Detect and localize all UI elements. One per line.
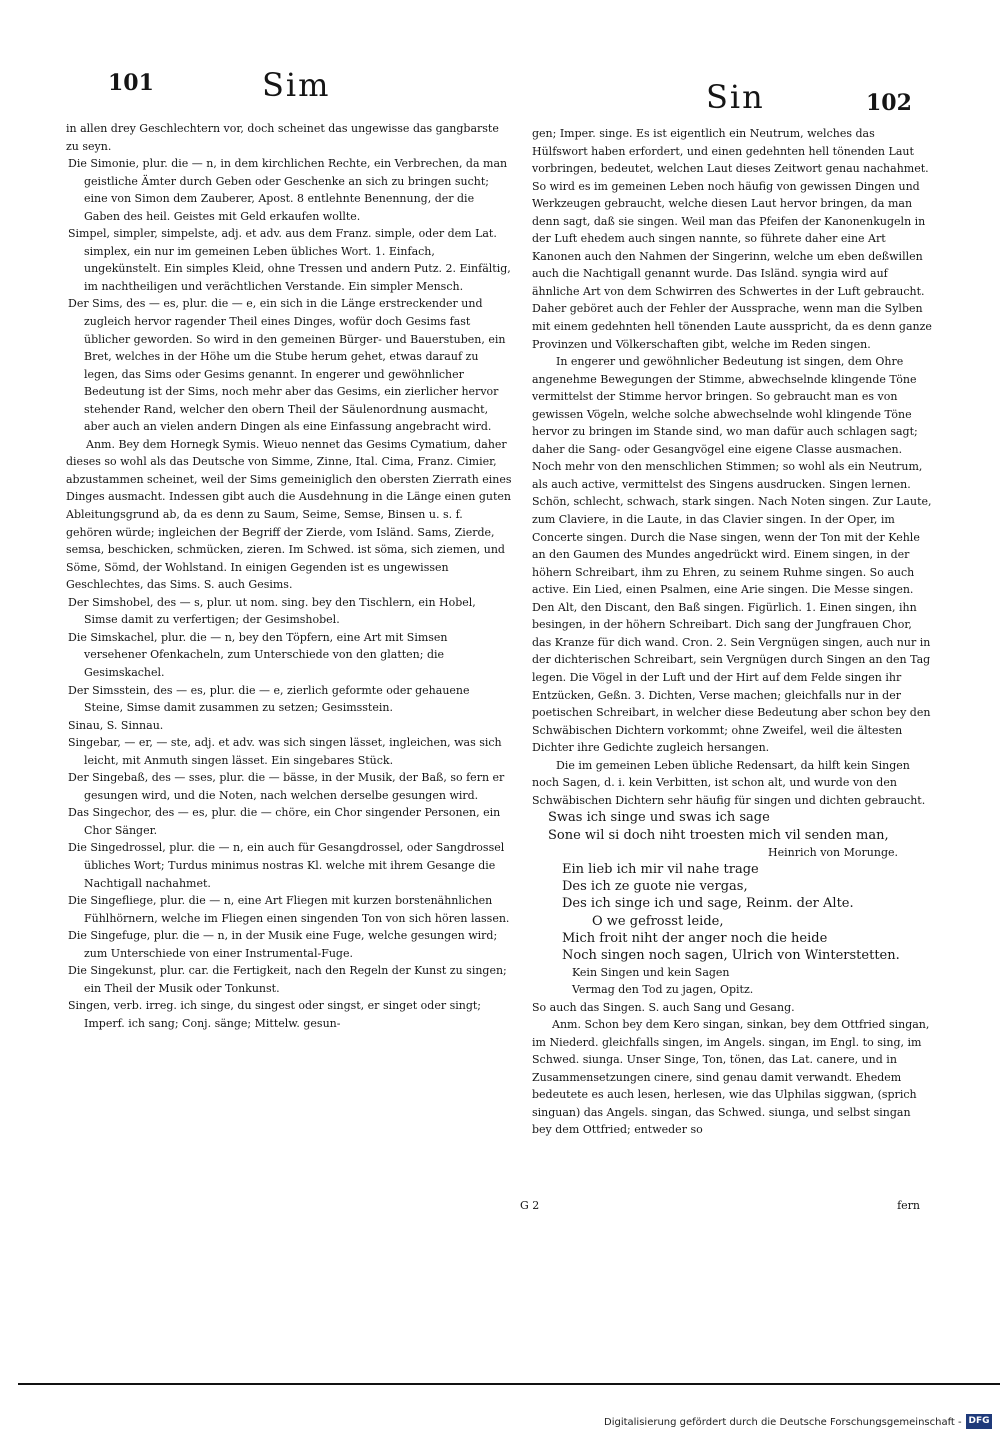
right-catchword: Sin — [706, 78, 765, 116]
dictionary-entry: Der Sims, des — es, plur. die — e, ein sich in die Länge erstreckender und zugleich hervor ragender Theil eines Dinges, wofür doch Gesims fast üblicher geworden. So wird in den gemeinen Bürger- und Bauerstuben, ein Bret, welches in der Höhe um die Stube herum gehet, etwas darauf zu legen, das Sims oder Gesims genannt. In engerer und gewöhnlicher Bedeutung ist der Sims, noch mehr aber das Gesims, ein zierlicher hervor stehender Rand, welcher den obern Theil der Säulenordnung ausmacht, aber auch an vielen andern Dingen als eine Einfassung angebracht wird. — [68, 297, 506, 434]
verse-line: Sone wil si doch niht troesten mich vil senden man, — [548, 827, 889, 843]
verse-line: Swas ich singe und swas ich sage — [548, 810, 770, 826]
text-paragraph: Anm. Bey dem Hornegk Symis. Wieuo nennet das Gesims Cymatium, daher dieses so wohl als das Deutsche von Simme, Zinne, Ital. Cima, Franz. Cimier, abzustammen scheinet, weil der Sims gemeiniglich den obersten Zierrath eines Dinges ausmacht. Indessen gibt auch die Ausdehnung in die Länge einen guten Ableitungsgrund ab, da es denn zu Saum, Seime, Semse, Binsen u. s. f. gehören würde; ingleichen der Begriff der Zierde, vom Isländ. Sams, Zierde, semsa, beschicken, schmücken, zieren. Im Schwed. ist söma, sich ziemen, und Söme, Sömd, der Wohlstand. In einigen Gegenden ist es ungewissen Geschlechtes, das Sims. S. auch Gesims. — [66, 437, 512, 592]
text-paragraph: So auch das Singen. S. auch Sang und Gesang. — [532, 1000, 795, 1014]
verse-line: Heinrich von Morunge. — [767, 845, 898, 859]
verse-line: Des ich ze guote nie vergas, — [562, 879, 748, 895]
dictionary-entry: Die Singekunst, plur. car. die Fertigkeit, nach den Regeln der Kunst zu singen; ein Theil der Musik oder Tonkunst. — [68, 964, 507, 995]
dictionary-entry: Der Simsstein, des — es, plur. die — e, zierlich geformte oder gehauene Steine, Simse damit zusammen zu setzen; Gesimsstein. — [68, 683, 470, 715]
catchword-bottom: fern — [897, 1199, 920, 1212]
verse-line: Des ich singe ich und sage, Reinm. der Alte. — [562, 896, 854, 912]
text-paragraph: In engerer und gewöhnlicher Bedeutung ist singen, dem Ohre angenehme Bewegungen der Stimme, abwechselnde klingende Töne vermittelst der Stimme hervor bringen. So gebraucht man es von gewissen Vögeln, welche solche abwechselnde wohl klingende Töne hervor zu bringen im Stande sind, wo man dafür auch schlagen sagt; daher die Sang- oder Gesangvögel eine eigene Classe ausmachen. Noch mehr von den menschlichen Stimmen; so wohl als ein Neutrum, als auch active, vermittelst des Singens ausdrucken. Singen lernen. Schön, schlecht, schwach, stark singen. Nach Noten singen. Zur Laute, zum Claviere, in die Laute, in das Clavier singen. In der Oper, im Concerte singen. Durch die Nase singen, wenn der Ton mit der Kehle an den Gaumen des Mundes angedrückt wird. Einem singen, in der höhern Schreibart, ihm zu Ehren, zu seinem Ruhme singen. So auch active. Ein Lied, einen Psalmen, eine Arie singen. Die Messe singen. Den Alt, den Discant, den Baß singen. Figürlich. 1. Einen singen, ihn besingen, in der höhern Schreibart. Dich sang der Jungfrauen Chor, das Kranze für dich wand. Cron. 2. Sein Vergnügen singen, auch nur in der dichterischen Schreibart, sein Vergnügen durch Singen an den Tag legen. Die Vögel in der Luft und der Hirt auf dem Felde singen ihr Entzücken, Geßn. 3. Dichten, Verse machen; gleichfalls nur in der poetischen Schreibart, in welcher diese Bedeutung aber schon bey den Schwäbischen Dichtern vorkommt; ohne Zweifel, weil die ältesten Dichter ihre Gedichte zugleich hersangen. — [532, 355, 932, 755]
text-paragraph: Die im gemeinen Leben übliche Redensart, da hilft kein Singen noch Sagen, d. i. kein Verbitten, ist schon alt, und wurde von den Schwäbischen Dichtern sehr häufig für singen und dichten gebraucht. — [532, 758, 926, 807]
verse-line: Mich froit niht der anger noch die heide — [562, 930, 828, 946]
dictionary-entry: Sinau, S. Sinnau. — [68, 718, 164, 732]
dfg-logo: DFG — [966, 1414, 992, 1429]
dictionary-entry: Die Singedrossel, plur. die — n, ein auch für Gesangdrossel, oder Sangdrossel übliches Wort; Turdus minimus nostras Kl. welche mit ihrem Gesange die Nachtigall nachahmet. — [68, 841, 505, 890]
dictionary-entry: Die Singefuge, plur. die — n, in der Musik eine Fuge, welche gesungen wird; zum Unterschiede von einer Instrumental-Fuge. — [68, 929, 498, 960]
text-paragraph: Anm. Schon bey dem Kero singan, sinkan, bey dem Ottfried singan, im Niederd. gleichfalls singen, im Angels. singan, im Engl. to sing, im Schwed. siunga. Unser Singe, Ton, tönen, das Lat. canere, und in Zusammensetzungen cinere, sind genau damit verwandt. Ehedem bedeutete es auch lesen, herlesen, wie das Ulphilas siggwan, (sprich singuan) das Angels. singan, das Schwed. siunga, und selbst singan bey dem Ottfried; entweder so — [532, 1018, 930, 1137]
left-catchword: Sim — [262, 66, 331, 104]
dfg-credit: Digitalisierung gefördert durch die Deutsche Forschungsgemeinschaft - — [604, 1417, 962, 1428]
verse-line: O we gefrosst leide, — [592, 913, 724, 929]
left-column — [66, 120, 512, 1212]
verse-line: Ein lieb ich mir vil nahe trage — [562, 861, 759, 877]
dictionary-entry: Die Simskachel, plur. die — n, bey den Töpfern, eine Art mit Simsen versehener Ofenkacheln, zum Unterschiede von den glatten; die Gesimskachel. — [68, 630, 448, 679]
dictionary-entry: Die Singefliege, plur. die — n, eine Art Fliegen mit kurzen borstenähnlichen Fühlhörnern, welche im Fliegen einen singenden Ton von sich hören lassen. — [68, 894, 510, 925]
right-page-number: 102 — [866, 90, 912, 116]
text-paragraph: in allen drey Geschlechtern vor, doch scheinet das ungewisse das gangbarste zu seyn. — [66, 122, 499, 153]
signature-mark: G 2 — [520, 1199, 540, 1212]
text-paragraph: gen; Imper. singe. Es ist eigentlich ein Neutrum, welches das Hülfswort haben erfordert, und einen gedehnten hell tönenden Laut vorbringen, bedeutet, welchen Laut dieses Zeitwort genau nachahmet. So wird es im gemeinen Leben noch häufig von gewissen Dingen und Werkzeugen gebraucht, welche diesen Laut hervor bringen, da man denn sagt, daß sie singen. Weil man das Pfeifen der Kanonenkugeln in der Luft ehedem auch singen nannte, so führete daher eine Art Kanonen auch den Nahmen der Singerinn, welche um eben deßwillen auch die Nachtigall genannt wurde. Das Isländ. syngia wird auf ähnliche Art von dem Schwirren des Schwertes in der Luft gebraucht. Daher geböret auch der Fehler der Aussprache, wenn man die Sylben mit einem gedehnten hell tönenden Laute ausspricht, da es denn ganze Provinzen und Völkerschaften gibt, welche im Reden singen. — [532, 127, 932, 351]
verse-line: Vermag den Tod zu jagen, Opitz. — [572, 983, 754, 997]
dictionary-entry: Singebar, — er, — ste, adj. et adv. was sich singen lässet, ingleichen, was sich leicht, mit Anmuth singen lässet. Ein singebares Stück. — [68, 736, 502, 767]
dictionary-entry: Der Simshobel, des — s, plur. ut nom. sing. bey den Tischlern, ein Hobel, Simse damit zu verfertigen; der Gesimshobel. — [68, 595, 476, 627]
verse-line: Kein Singen und kein Sagen — [572, 966, 730, 980]
verse-line: Noch singen noch sagen, Ulrich von Winterstetten. — [562, 947, 900, 963]
dictionary-entry: Die Simonie, plur. die — n, in dem kirchlichen Rechte, ein Verbrechen, da man geistliche Ämter durch Geben oder Geschenke an sich zu bringen sucht; eine von Simon dem Zauberer, Apost. 8 entlehnte Benennung, der die Gaben des heil. Geistes mit Geld erkaufen wollte. — [68, 157, 508, 223]
dictionary-entry: Simpel, simpler, simpelste, adj. et adv. aus dem Franz. simple, oder dem Lat. simplex, ein nur im gemeinen Leben übliches Wort. 1. Einfach, ungekünstelt. Ein simples Kleid, ohne Tressen und andern Putz. 2. Einfältig, im nachtheiligen und verächtlichen Verstande. Ein simpler Mensch. — [68, 227, 511, 293]
left-page-number: 101 — [108, 70, 154, 96]
page-bottom-rule — [18, 1383, 1000, 1385]
dictionary-entry: Singen, verb. irreg. ich singe, du singest oder singst, er singet oder singt; Imperf. ich sang; Conj. sänge; Mittelw. gesun- — [68, 999, 481, 1030]
dictionary-entry: Der Singebaß, des — sses, plur. die — bässe, in der Musik, der Baß, so fern er gesungen wird, und die Noten, nach welchen derselbe gesungen wird. — [68, 771, 505, 802]
page-signature — [512, 1197, 1000, 1215]
dictionary-entry: Das Singechor, des — es, plur. die — chöre, ein Chor singender Personen, ein Chor Sänger. — [68, 806, 501, 837]
right-column — [532, 125, 932, 1211]
